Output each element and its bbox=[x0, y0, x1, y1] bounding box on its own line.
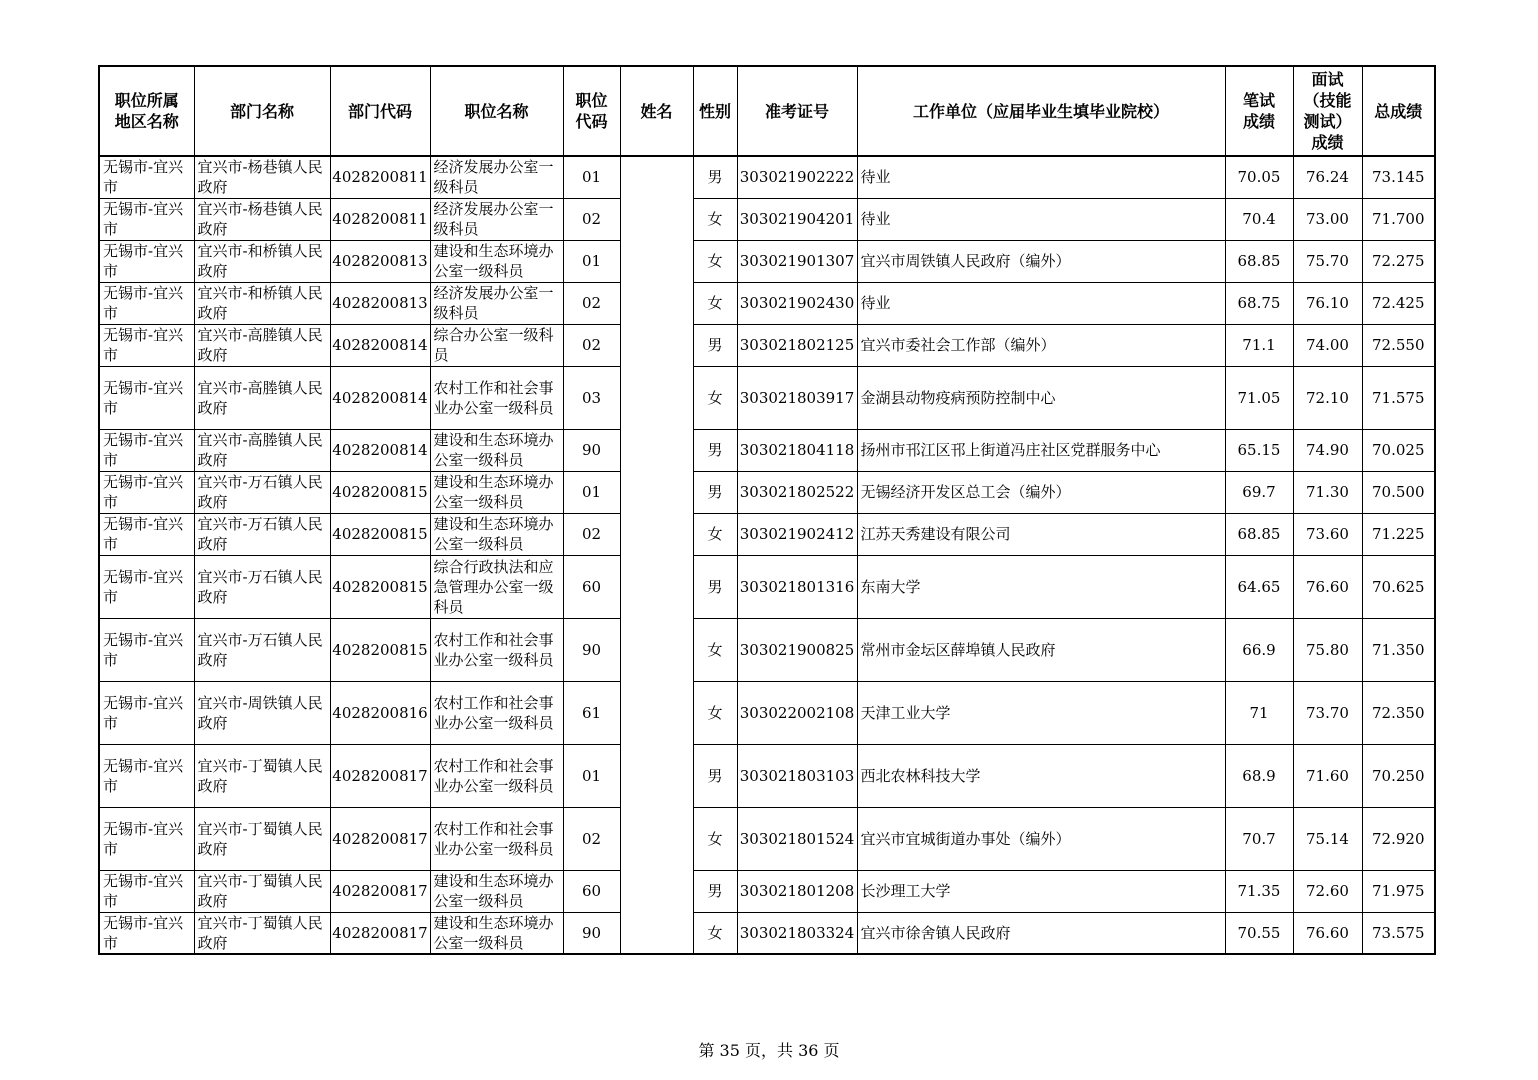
cell-dept-name: 宜兴市-丁蜀镇人民政府 bbox=[194, 912, 330, 954]
cell-gender: 男 bbox=[693, 324, 737, 366]
cell-written-score: 68.75 bbox=[1225, 282, 1293, 324]
cell-position: 经济发展办公室一级科员 bbox=[430, 282, 563, 324]
cell-interview-score: 75.80 bbox=[1293, 618, 1362, 681]
cell-total-score: 71.225 bbox=[1362, 513, 1435, 555]
cell-written-score: 69.7 bbox=[1225, 471, 1293, 513]
cell-region: 无锡市-宜兴市 bbox=[99, 513, 194, 555]
cell-exam-id: 303021902430 bbox=[737, 282, 857, 324]
cell-total-score: 70.025 bbox=[1362, 429, 1435, 471]
cell-total-score: 71.700 bbox=[1362, 198, 1435, 240]
cell-gender: 男 bbox=[693, 744, 737, 807]
table-row bbox=[99, 324, 1435, 366]
cell-position: 建设和生态环境办公室一级科员 bbox=[430, 240, 563, 282]
cell-dept-name: 宜兴市-周铁镇人民政府 bbox=[194, 681, 330, 744]
cell-dept-name: 宜兴市-丁蜀镇人民政府 bbox=[194, 807, 330, 870]
cell-gender: 女 bbox=[693, 366, 737, 429]
header-interview-score: 面试 （技能 测试） 成绩 bbox=[1293, 66, 1362, 156]
cell-gender: 女 bbox=[693, 618, 737, 681]
cell-exam-id: 303021804118 bbox=[737, 429, 857, 471]
cell-region: 无锡市-宜兴市 bbox=[99, 282, 194, 324]
cell-exam-id: 303021801316 bbox=[737, 555, 857, 618]
cell-employer: 常州市金坛区薛埠镇人民政府 bbox=[857, 618, 1225, 681]
page-number: 第 35 页，共 36 页 bbox=[698, 1041, 840, 1060]
cell-dept-name: 宜兴市-万石镇人民政府 bbox=[194, 513, 330, 555]
cell-gender: 女 bbox=[693, 513, 737, 555]
cell-region: 无锡市-宜兴市 bbox=[99, 744, 194, 807]
cell-position: 建设和生态环境办公室一级科员 bbox=[430, 912, 563, 954]
cell-position-code: 03 bbox=[563, 366, 620, 429]
cell-position: 建设和生态环境办公室一级科员 bbox=[430, 870, 563, 912]
cell-employer: 待业 bbox=[857, 156, 1225, 198]
cell-interview-score: 76.60 bbox=[1293, 555, 1362, 618]
cell-region: 无锡市-宜兴市 bbox=[99, 240, 194, 282]
header-exam-id: 准考证号 bbox=[737, 66, 857, 156]
cell-exam-id: 303022002108 bbox=[737, 681, 857, 744]
cell-dept-name: 宜兴市-万石镇人民政府 bbox=[194, 618, 330, 681]
cell-dept-name: 宜兴市-高塍镇人民政府 bbox=[194, 366, 330, 429]
cell-position: 综合行政执法和应急管理办公室一级科员 bbox=[430, 555, 563, 618]
cell-total-score: 70.250 bbox=[1362, 744, 1435, 807]
cell-exam-id: 303021802522 bbox=[737, 471, 857, 513]
cell-gender: 男 bbox=[693, 870, 737, 912]
cell-written-score: 66.9 bbox=[1225, 618, 1293, 681]
cell-exam-id: 303021904201 bbox=[737, 198, 857, 240]
cell-employer: 天津工业大学 bbox=[857, 681, 1225, 744]
header-name: 姓名 bbox=[620, 66, 693, 156]
cell-position-code: 90 bbox=[563, 912, 620, 954]
cell-position-code: 90 bbox=[563, 429, 620, 471]
header-dept-name: 部门名称 bbox=[194, 66, 330, 156]
cell-exam-id: 303021803324 bbox=[737, 912, 857, 954]
cell-written-score: 65.15 bbox=[1225, 429, 1293, 471]
cell-dept-code: 4028200817 bbox=[330, 870, 430, 912]
cell-employer: 待业 bbox=[857, 198, 1225, 240]
cell-position: 农村工作和社会事业办公室一级科员 bbox=[430, 618, 563, 681]
cell-written-score: 68.85 bbox=[1225, 240, 1293, 282]
cell-dept-code: 4028200817 bbox=[330, 912, 430, 954]
cell-exam-id: 303021803103 bbox=[737, 744, 857, 807]
cell-position-code: 60 bbox=[563, 870, 620, 912]
header-written-score: 笔试 成绩 bbox=[1225, 66, 1293, 156]
cell-dept-code: 4028200815 bbox=[330, 555, 430, 618]
cell-dept-name: 宜兴市-高塍镇人民政府 bbox=[194, 324, 330, 366]
table-row bbox=[99, 870, 1435, 912]
cell-written-score: 70.4 bbox=[1225, 198, 1293, 240]
cell-employer: 金湖县动物疫病预防控制中心 bbox=[857, 366, 1225, 429]
table-row bbox=[99, 555, 1435, 618]
cell-dept-code: 4028200816 bbox=[330, 681, 430, 744]
cell-position-code: 01 bbox=[563, 471, 620, 513]
cell-interview-score: 71.60 bbox=[1293, 744, 1362, 807]
cell-region: 无锡市-宜兴市 bbox=[99, 324, 194, 366]
cell-written-score: 71 bbox=[1225, 681, 1293, 744]
cell-exam-id: 303021900825 bbox=[737, 618, 857, 681]
cell-dept-code: 4028200815 bbox=[330, 618, 430, 681]
cell-written-score: 71.05 bbox=[1225, 366, 1293, 429]
cell-written-score: 70.7 bbox=[1225, 807, 1293, 870]
cell-region: 无锡市-宜兴市 bbox=[99, 471, 194, 513]
cell-position: 农村工作和社会事业办公室一级科员 bbox=[430, 681, 563, 744]
cell-region: 无锡市-宜兴市 bbox=[99, 618, 194, 681]
cell-dept-code: 4028200815 bbox=[330, 513, 430, 555]
cell-employer: 宜兴市周铁镇人民政府（编外） bbox=[857, 240, 1225, 282]
cell-written-score: 70.05 bbox=[1225, 156, 1293, 198]
cell-position: 建设和生态环境办公室一级科员 bbox=[430, 429, 563, 471]
cell-region: 无锡市-宜兴市 bbox=[99, 912, 194, 954]
results-table bbox=[98, 65, 1436, 955]
table-row bbox=[99, 198, 1435, 240]
cell-dept-name: 宜兴市-杨巷镇人民政府 bbox=[194, 198, 330, 240]
cell-region: 无锡市-宜兴市 bbox=[99, 366, 194, 429]
table-row bbox=[99, 282, 1435, 324]
cell-exam-id: 303021902412 bbox=[737, 513, 857, 555]
cell-position-code: 02 bbox=[563, 513, 620, 555]
cell-employer: 江苏天秀建设有限公司 bbox=[857, 513, 1225, 555]
table-row bbox=[99, 618, 1435, 681]
cell-position-code: 01 bbox=[563, 156, 620, 198]
cell-exam-id: 303021801524 bbox=[737, 807, 857, 870]
cell-dept-name: 宜兴市-高塍镇人民政府 bbox=[194, 429, 330, 471]
cell-name bbox=[620, 156, 693, 954]
cell-total-score: 72.550 bbox=[1362, 324, 1435, 366]
header-gender: 性别 bbox=[693, 66, 737, 156]
header-position-code: 职位 代码 bbox=[563, 66, 620, 156]
cell-total-score: 73.145 bbox=[1362, 156, 1435, 198]
cell-interview-score: 71.30 bbox=[1293, 471, 1362, 513]
cell-position-code: 02 bbox=[563, 198, 620, 240]
cell-gender: 男 bbox=[693, 429, 737, 471]
cell-employer: 宜兴市徐舍镇人民政府 bbox=[857, 912, 1225, 954]
cell-written-score: 64.65 bbox=[1225, 555, 1293, 618]
cell-gender: 男 bbox=[693, 156, 737, 198]
cell-dept-code: 4028200817 bbox=[330, 807, 430, 870]
cell-interview-score: 74.00 bbox=[1293, 324, 1362, 366]
cell-dept-name: 宜兴市-和桥镇人民政府 bbox=[194, 282, 330, 324]
table-row bbox=[99, 429, 1435, 471]
cell-interview-score: 73.60 bbox=[1293, 513, 1362, 555]
cell-gender: 男 bbox=[693, 471, 737, 513]
cell-total-score: 70.625 bbox=[1362, 555, 1435, 618]
cell-region: 无锡市-宜兴市 bbox=[99, 156, 194, 198]
cell-interview-score: 73.00 bbox=[1293, 198, 1362, 240]
cell-total-score: 70.500 bbox=[1362, 471, 1435, 513]
header-position-name: 职位名称 bbox=[430, 66, 563, 156]
cell-position-code: 61 bbox=[563, 681, 620, 744]
cell-dept-code: 4028200815 bbox=[330, 471, 430, 513]
table-row bbox=[99, 807, 1435, 870]
cell-position-code: 01 bbox=[563, 744, 620, 807]
cell-exam-id: 303021902222 bbox=[737, 156, 857, 198]
cell-gender: 女 bbox=[693, 282, 737, 324]
table-row bbox=[99, 240, 1435, 282]
table-row bbox=[99, 513, 1435, 555]
cell-dept-name: 宜兴市-丁蜀镇人民政府 bbox=[194, 870, 330, 912]
cell-interview-score: 76.60 bbox=[1293, 912, 1362, 954]
cell-interview-score: 75.14 bbox=[1293, 807, 1362, 870]
header-row bbox=[99, 66, 1435, 156]
cell-position-code: 60 bbox=[563, 555, 620, 618]
cell-interview-score: 72.10 bbox=[1293, 366, 1362, 429]
cell-interview-score: 75.70 bbox=[1293, 240, 1362, 282]
cell-exam-id: 303021901307 bbox=[737, 240, 857, 282]
cell-employer: 宜兴市宜城街道办事处（编外） bbox=[857, 807, 1225, 870]
cell-gender: 男 bbox=[693, 555, 737, 618]
table-body bbox=[99, 156, 1435, 954]
cell-total-score: 71.975 bbox=[1362, 870, 1435, 912]
cell-employer: 无锡经济开发区总工会（编外） bbox=[857, 471, 1225, 513]
cell-position-code: 02 bbox=[563, 324, 620, 366]
cell-exam-id: 303021803917 bbox=[737, 366, 857, 429]
cell-dept-code: 4028200811 bbox=[330, 198, 430, 240]
cell-region: 无锡市-宜兴市 bbox=[99, 870, 194, 912]
cell-employer: 待业 bbox=[857, 282, 1225, 324]
cell-gender: 女 bbox=[693, 240, 737, 282]
cell-exam-id: 303021802125 bbox=[737, 324, 857, 366]
cell-interview-score: 73.70 bbox=[1293, 681, 1362, 744]
cell-position: 农村工作和社会事业办公室一级科员 bbox=[430, 807, 563, 870]
cell-position: 农村工作和社会事业办公室一级科员 bbox=[430, 744, 563, 807]
cell-dept-name: 宜兴市-万石镇人民政府 bbox=[194, 471, 330, 513]
cell-written-score: 68.85 bbox=[1225, 513, 1293, 555]
cell-position-code: 01 bbox=[563, 240, 620, 282]
cell-total-score: 72.350 bbox=[1362, 681, 1435, 744]
table-row bbox=[99, 366, 1435, 429]
cell-written-score: 71.1 bbox=[1225, 324, 1293, 366]
table-row bbox=[99, 681, 1435, 744]
cell-written-score: 68.9 bbox=[1225, 744, 1293, 807]
cell-exam-id: 303021801208 bbox=[737, 870, 857, 912]
cell-written-score: 71.35 bbox=[1225, 870, 1293, 912]
cell-position: 经济发展办公室一级科员 bbox=[430, 156, 563, 198]
cell-dept-code: 4028200813 bbox=[330, 240, 430, 282]
cell-dept-code: 4028200811 bbox=[330, 156, 430, 198]
cell-region: 无锡市-宜兴市 bbox=[99, 807, 194, 870]
header-region: 职位所属 地区名称 bbox=[99, 66, 194, 156]
cell-total-score: 73.575 bbox=[1362, 912, 1435, 954]
cell-position-code: 90 bbox=[563, 618, 620, 681]
cell-dept-code: 4028200813 bbox=[330, 282, 430, 324]
table-row bbox=[99, 471, 1435, 513]
cell-employer: 扬州市邗江区邗上街道冯庄社区党群服务中心 bbox=[857, 429, 1225, 471]
cell-interview-score: 72.60 bbox=[1293, 870, 1362, 912]
cell-dept-code: 4028200814 bbox=[330, 366, 430, 429]
cell-interview-score: 76.24 bbox=[1293, 156, 1362, 198]
cell-dept-name: 宜兴市-丁蜀镇人民政府 bbox=[194, 744, 330, 807]
table-row bbox=[99, 744, 1435, 807]
cell-interview-score: 76.10 bbox=[1293, 282, 1362, 324]
cell-total-score: 72.425 bbox=[1362, 282, 1435, 324]
cell-employer: 西北农林科技大学 bbox=[857, 744, 1225, 807]
cell-region: 无锡市-宜兴市 bbox=[99, 681, 194, 744]
cell-employer: 东南大学 bbox=[857, 555, 1225, 618]
cell-total-score: 72.920 bbox=[1362, 807, 1435, 870]
cell-total-score: 71.350 bbox=[1362, 618, 1435, 681]
cell-dept-name: 宜兴市-和桥镇人民政府 bbox=[194, 240, 330, 282]
cell-position-code: 02 bbox=[563, 282, 620, 324]
cell-position: 综合办公室一级科员 bbox=[430, 324, 563, 366]
header-employer: 工作单位（应届毕业生填毕业院校） bbox=[857, 66, 1225, 156]
cell-position-code: 02 bbox=[563, 807, 620, 870]
cell-dept-name: 宜兴市-万石镇人民政府 bbox=[194, 555, 330, 618]
cell-gender: 女 bbox=[693, 198, 737, 240]
cell-dept-code: 4028200817 bbox=[330, 744, 430, 807]
cell-gender: 女 bbox=[693, 807, 737, 870]
cell-position: 建设和生态环境办公室一级科员 bbox=[430, 513, 563, 555]
cell-position: 经济发展办公室一级科员 bbox=[430, 198, 563, 240]
cell-dept-code: 4028200814 bbox=[330, 324, 430, 366]
cell-position: 建设和生态环境办公室一级科员 bbox=[430, 471, 563, 513]
cell-position: 农村工作和社会事业办公室一级科员 bbox=[430, 366, 563, 429]
header-dept-code: 部门代码 bbox=[330, 66, 430, 156]
cell-total-score: 72.275 bbox=[1362, 240, 1435, 282]
cell-dept-name: 宜兴市-杨巷镇人民政府 bbox=[194, 156, 330, 198]
table-row bbox=[99, 912, 1435, 954]
cell-region: 无锡市-宜兴市 bbox=[99, 555, 194, 618]
cell-total-score: 71.575 bbox=[1362, 366, 1435, 429]
header-total-score: 总成绩 bbox=[1362, 66, 1435, 156]
cell-written-score: 70.55 bbox=[1225, 912, 1293, 954]
cell-gender: 女 bbox=[693, 681, 737, 744]
cell-employer: 长沙理工大学 bbox=[857, 870, 1225, 912]
cell-region: 无锡市-宜兴市 bbox=[99, 429, 194, 471]
cell-region: 无锡市-宜兴市 bbox=[99, 198, 194, 240]
cell-dept-code: 4028200814 bbox=[330, 429, 430, 471]
cell-gender: 女 bbox=[693, 912, 737, 954]
table-row bbox=[99, 156, 1435, 198]
cell-interview-score: 74.90 bbox=[1293, 429, 1362, 471]
cell-employer: 宜兴市委社会工作部（编外） bbox=[857, 324, 1225, 366]
